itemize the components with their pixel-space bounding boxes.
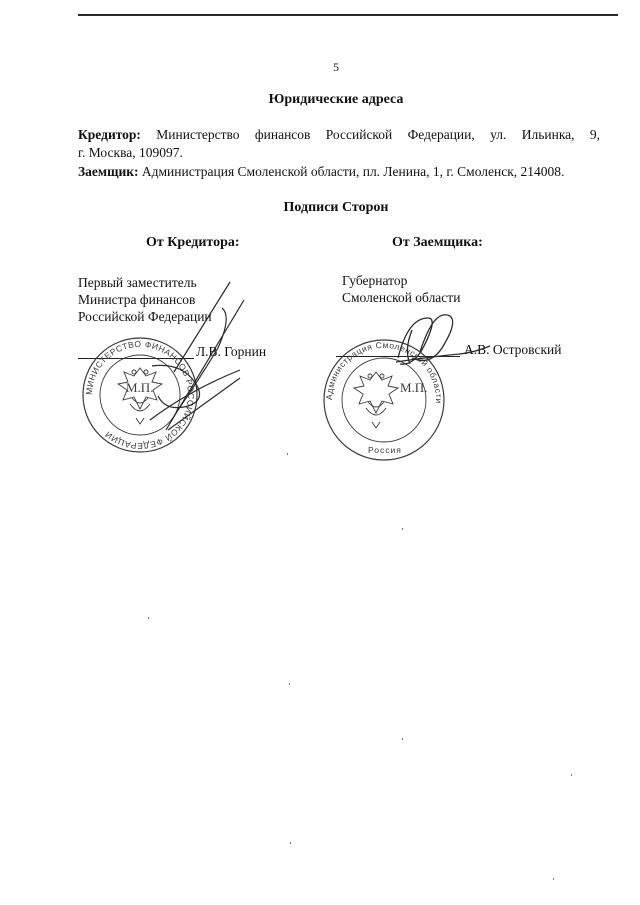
creditor-position-line: Министра финансов: [78, 292, 196, 307]
scan-speck: [553, 878, 554, 880]
borrower-label: Заемщик:: [78, 164, 139, 179]
borrower-address: Администрация Смоленской области, пл. Ленина, 1, г. Смоленск, 214008.: [141, 164, 565, 179]
creditor-address: Министерство финансов Российской Федерации, ул. Ильинка, 9,: [156, 127, 601, 142]
borrower-position-line: Смоленской области: [342, 290, 461, 305]
scan-speck: [571, 774, 572, 776]
scan-speck: [290, 842, 291, 844]
creditor-heading: От Кредитора:: [146, 235, 240, 250]
borrower-signatory-name: А.В. Островский: [464, 342, 562, 357]
eagle-emblem-icon: [354, 372, 398, 428]
page-number: 5: [333, 60, 339, 74]
borrower-stamp-country: Россия: [368, 445, 402, 455]
creditor-address-continued: г. Москва, 109097.: [78, 145, 183, 160]
borrower-stamp-mark: М.П.: [400, 380, 428, 395]
scan-speck: [148, 617, 149, 619]
creditor-stamp-text: МИНИСТЕРСТВО ФИНАНСОВ РОССИЙСКОЙ ФЕДЕРАЦИИ: [83, 338, 197, 452]
scan-speck: [402, 738, 403, 740]
creditor-signatory-name: Л.В. Горнин: [196, 344, 267, 359]
creditor-position-line: Российской Федерации: [78, 309, 212, 324]
scan-speck: [287, 453, 288, 455]
scan-speck: [402, 528, 403, 530]
creditor-label: Кредитор:: [78, 127, 141, 142]
creditor-position-line: Первый заместитель: [78, 275, 197, 290]
borrower-heading: От Заемщика:: [392, 235, 483, 250]
legal-addresses-title: Юридические адреса: [268, 92, 404, 107]
signatures-title: Подписи Сторон: [283, 200, 389, 215]
borrower-position-line: Губернатор: [342, 273, 408, 288]
borrower-stamp-text: Администрация Смоленской области: [323, 339, 445, 404]
scan-speck: [289, 683, 290, 685]
creditor-stamp-mark: М.П.: [126, 380, 154, 395]
